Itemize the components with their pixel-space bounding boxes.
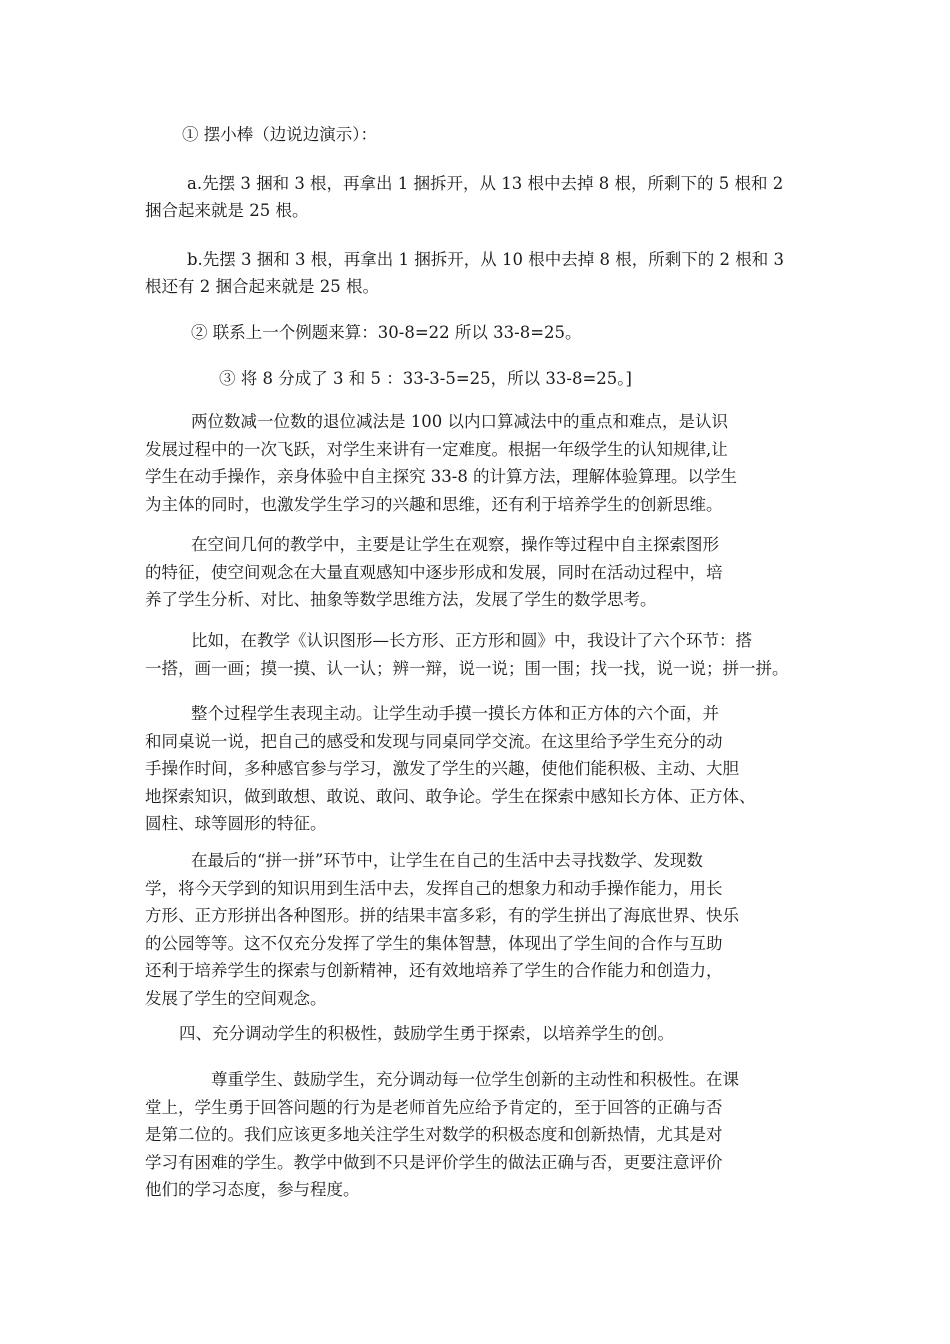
paragraph-line: 在空间几何的教学中，主要是让学生在观察，操作等过程中自主探索图形 [191,535,719,554]
paragraph-4 [145,700,825,838]
paragraph-line: 他们的学习态度，参与程度。 [145,1180,360,1199]
step-1a-line-2: 捆合起来就是 25 根。 [145,201,309,220]
paragraph-line: 养了学生分析、对比、抽象等数学思维方法，发展了学生的数学思考。 [145,590,657,609]
paragraph-line: 两位数减一位数的退位减法是 100 以内口算减法中的重点和难点，是认识 [191,412,728,431]
paragraph-line: 还利于培养学生的探索与创新精神，还有效地培养了学生的合作能力和创造力， [145,961,723,980]
step-1b-line-1: b.先摆 3 捆和 3 根，再拿出 1 捆拆开，从 10 根中去掉 8 根，所剩下的 2 根和 3 [187,250,784,269]
paragraph-line: 比如，在教学《认识图形—长方形、正方形和圆》中，我设计了六个环节：搭 [191,631,752,650]
paragraph-line: 手操作时间，多种感官参与学习，激发了学生的兴趣，使他们能积极、主动、大胆 [145,759,739,778]
paragraph-line: 圆柱、球等圆形的特征。 [145,814,327,833]
paragraph-line: 是第二位的。我们应该更多地关注学生对数学的积极态度和创新热情，尤其是对 [145,1125,723,1144]
paragraph-line: 整个过程学生表现主动。让学生动手摸一摸长方体和正方体的六个面，并 [191,704,719,723]
paragraph-line: 堂上，学生勇于回答问题的行为是老师首先应给予肯定的，至于回答的正确与否 [145,1097,723,1117]
step-1a-line-1: a.先摆 3 捆和 3 根，再拿出 1 捆拆开，从 13 根中去掉 8 根，所剩下的 5 根和 2 [187,174,784,193]
step-3-line: ③ 将 8 分成了 3 和 5 ：33-3-5=25，所以 33-8=25。] [219,369,632,388]
paragraph-line: 发展过程中的一次飞跃，对学生来讲有一定难度。根据一年级学生的认知规律,让 [145,439,728,459]
step-1b-line-2: 根还有 2 捆合起来就是 25 根。 [145,277,379,296]
paragraph-5 [145,847,825,1012]
paragraph-line: 学生在动手操作，亲身体验中自主探究 33-8 的计算方法，理解体验算理。以学生 [145,467,738,486]
final-paragraph [145,1066,825,1204]
paragraph-line: 发展了学生的空间观念。 [145,988,327,1008]
paragraph-line: 学，将今天学到的知识用到生活中去，发挥自己的想象力和动手操作能力，用长 [145,878,723,898]
paragraph-3 [145,627,825,682]
paragraph-line: 学习有困难的学生。教学中做到不只是评价学生的做法正确与否，更要注意评价 [145,1152,723,1172]
step-1-heading: ① 摆小棒（边说边演示）： [182,125,377,144]
paragraph-line: 和同桌说一说，把自己的感受和发现与同桌同学交流。在这里给予学生充分的动 [145,731,723,751]
paragraph-line: 的公园等等。这不仅充分发挥了学生的集体智慧，体现出了学生间的合作与互助 [145,933,723,953]
paragraph-line: 方形、正方形拼出各种图形。拼的结果丰富多彩，有的学生拼出了海底世界、快乐 [145,906,739,925]
section-heading: 四、充分调动学生的积极性，鼓励学生勇于探索，以培养学生的创。 [179,1024,674,1043]
paragraph-line: 的特征，使空间观念在大量直观感知中逐步形成和发展，同时在活动过程中，培 [145,562,723,582]
paragraph-line: 尊重学生、鼓励学生，充分调动每一位学生创新的主动性和积极性。在课 [211,1070,739,1089]
paragraph-line: 在最后的“拼一拼”环节中，让学生在自己的生活中去寻找数学、发现数 [191,851,703,870]
paragraph-line: 为主体的同时，也激发学生学习的兴趣和思维，还有利于培养学生的创新思维。 [145,494,723,514]
paragraph-2 [145,531,825,614]
paragraph-1 [145,408,825,518]
paragraph-line: 地探索知识，做到敢想、敢说、敢问、敢争论。学生在探索中感知长方体、正方体、 [145,786,756,806]
step-2-line: ② 联系上一个例题来算：30-8=22 所以 33-8=25。 [191,323,582,342]
paragraph-line: 一搭，画一画；摸一摸、认一认；辨一辩，说一说；围一围；找一找，说一说；拼一拼。 [145,658,789,678]
